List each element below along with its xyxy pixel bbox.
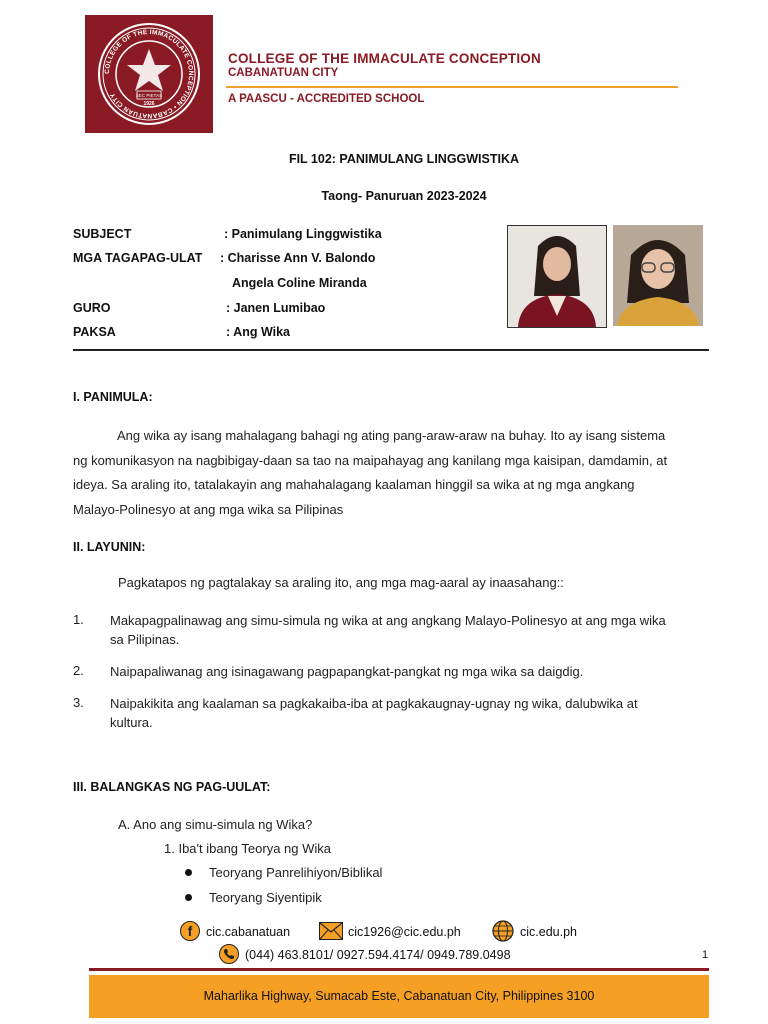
section-2-intro: Pagkatapos ng pagtalakay sa araling ito, ang mga mag-aaral ay inaasahang::: [118, 575, 564, 590]
phone-icon: [219, 944, 239, 964]
phone-numbers: (044) 463.8101/ 0927.594.4174/ 0949.789.0498: [245, 948, 511, 962]
teacher-label: GURO: [73, 301, 111, 315]
reporter-photo-1: [507, 225, 607, 328]
objective-1-text: [110, 611, 710, 649]
section-2-heading: II. LAYUNIN:: [73, 540, 146, 554]
objective-3-num: 3.: [73, 695, 84, 710]
objective-2-line-1: Naipapaliwanag ang isinagawang pagpapangkat-pangkat ng mga wika sa daigdig.: [110, 664, 584, 679]
accreditation-text: A PAASCU - ACCREDITED SCHOOL: [228, 93, 425, 105]
email-address[interactable]: cic1926@cic.edu.ph: [348, 925, 461, 939]
section-3-heading: III. BALANGKAS NG PAG-UULAT:: [73, 780, 271, 794]
outline-a: A. Ano ang simu-simula ng Wika?: [118, 817, 313, 832]
reporter-2: Angela Coline Miranda: [232, 276, 367, 290]
bullet-dot-2: [185, 894, 192, 901]
page-number: 1: [702, 949, 709, 961]
college-name: COLLEGE OF THE IMMACULATE CONCEPTION: [228, 51, 541, 66]
college-city: CABANATUAN CITY: [228, 67, 339, 79]
subject-label: SUBJECT: [73, 227, 132, 241]
college-seal-logo: [85, 15, 213, 133]
website[interactable]: cic.edu.ph: [520, 925, 577, 939]
reporter-1: : Charisse Ann V. Balondo: [220, 251, 376, 265]
subject-value: : Panimulang Linggwistika: [224, 227, 382, 241]
objective-1-line-2: sa Pilipinas.: [110, 632, 180, 647]
bullet-item-2: Teoryang Siyentipik: [209, 890, 322, 905]
svg-text:f: f: [187, 923, 193, 939]
course-title: FIL 102: PANIMULANG LINGGWISTIKA: [288, 152, 520, 166]
objective-2-text: [110, 662, 710, 681]
topic-label: PAKSA: [73, 325, 116, 339]
section-1-heading: I. PANIMULA:: [73, 390, 153, 404]
section-1-paragraph: [73, 424, 709, 522]
objective-1-num: 1.: [73, 612, 84, 627]
footer-divider: [89, 968, 709, 971]
facebook-handle[interactable]: cic.cabanatuan: [206, 925, 291, 939]
topic-value: : Ang Wika: [226, 325, 291, 339]
seal-motto: SEC PIETAS: [135, 93, 163, 98]
bullet-dot-1: [185, 869, 192, 876]
footer-address: Maharlika Highway, Sumacab Este, Cabanatuan City, Philippines 3100: [203, 989, 595, 1003]
seal-year: 1926: [143, 101, 155, 107]
para-line-3: ideya. Sa araling ito, tatalakayin ang mahahalagang kaalaman hinggil sa wika at ng mga angkang: [73, 477, 635, 492]
school-year: Taong- Panuruan 2023-2024: [321, 189, 487, 203]
objective-3-line-1: Naipakikita ang kaalaman sa pagkakaiba-iba at pagkakaugnay-ugnay ng wika, dalubwika at: [110, 696, 638, 711]
para-line-2: ng komunikasyon na nagbibigay-daan sa tao na maipahayag ang kanilang mga kaisipan, damdamin, at: [73, 452, 668, 468]
outline-a-1: 1. Iba't ibang Teorya ng Wika: [164, 841, 332, 856]
globe-icon: [492, 920, 514, 942]
email-icon: [319, 922, 343, 940]
teacher-value: : Janen Lumibao: [226, 301, 326, 315]
para-line-1: Ang wika ay isang mahalagang bahagi ng ating pang-araw-araw na buhay. Ito ay isang sistema: [117, 428, 666, 443]
objective-2-num: 2.: [73, 663, 84, 678]
reporters-label: MGA TAGAPAG-ULAT: [73, 251, 203, 265]
bullet-item-1: Teoryang Panrelihiyon/Biblikal: [209, 865, 383, 880]
para-line-4: Malayo-Polinesyo at ang mga wika sa Pilipinas: [73, 501, 344, 517]
header-divider: [226, 86, 678, 88]
info-divider: [73, 349, 709, 351]
facebook-icon: [180, 921, 200, 941]
objective-1-line-1: Makapagpalinawag ang simu-simula ng wika at ang angkang Malayo-Polinesyo at ang mga wika: [110, 613, 666, 628]
objective-3-line-2: kultura.: [110, 715, 153, 730]
objective-3-text: [110, 694, 710, 732]
reporter-photo-2: [613, 225, 703, 326]
seal-ring-text: COLLEGE OF THE IMMACULATE CONCEPTION • CABANATUAN CITY: [103, 28, 195, 120]
